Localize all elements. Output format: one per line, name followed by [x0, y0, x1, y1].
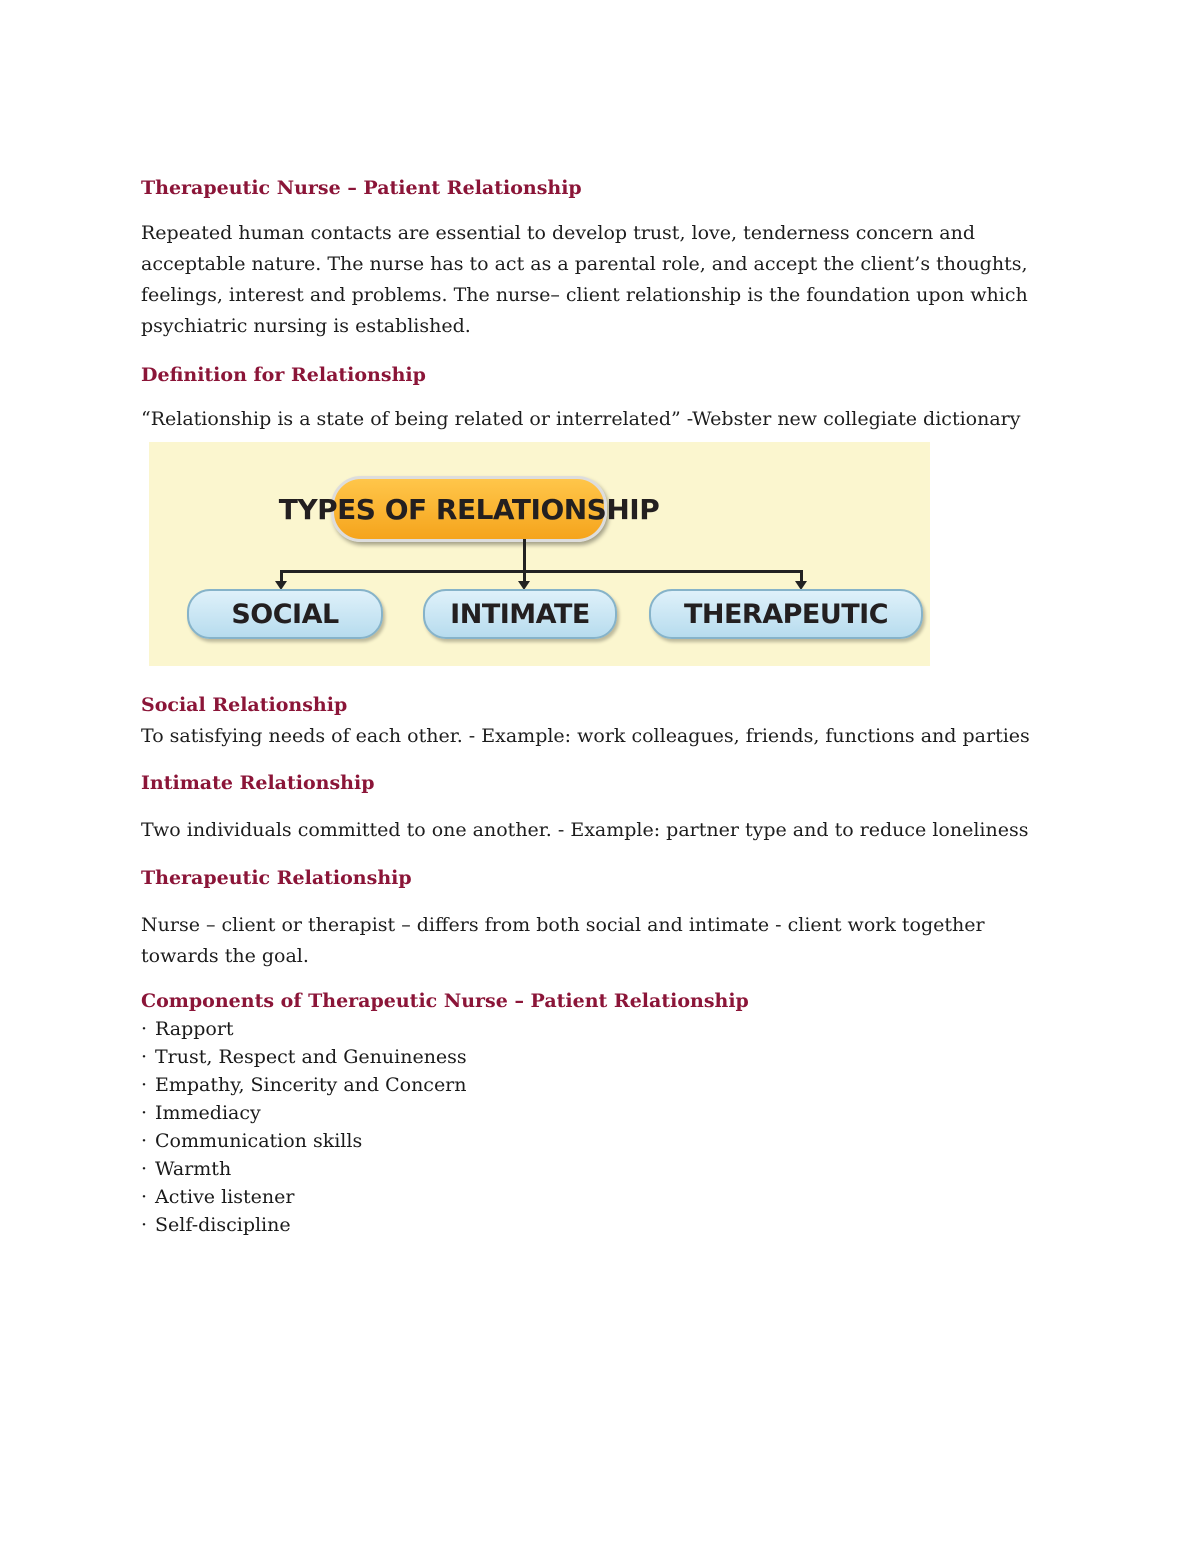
list-item: · Self-discipline	[141, 1211, 1061, 1239]
list-item: · Empathy, Sincerity and Concern	[141, 1071, 1061, 1099]
therapeutic-heading: Therapeutic Relationship	[141, 867, 412, 889]
bullet-icon: ·	[141, 1158, 148, 1180]
list-item: · Warmth	[141, 1155, 1061, 1183]
therapeutic-text: Nurse – client or therapist – differs from both social and intimate - client work together towards the goal.	[141, 914, 985, 967]
diagram-title-pill: TYPES OF RELATIONSHIP	[331, 476, 607, 542]
types-of-relationship-diagram	[149, 442, 930, 666]
bullet-icon: ·	[141, 1102, 148, 1124]
diagram-type-social: SOCIAL	[187, 589, 383, 639]
definition-heading: Definition for Relationship	[141, 364, 426, 386]
social-heading: Social Relationship	[141, 694, 348, 716]
intimate-heading: Intimate Relationship	[141, 772, 375, 794]
diagram-type-therapeutic: THERAPEUTIC	[649, 589, 923, 639]
components-heading: Components of Therapeutic Nurse – Patient Relationship	[141, 990, 749, 1012]
bullet-icon: ·	[141, 1074, 148, 1096]
diagram-connector-bar	[280, 570, 803, 573]
intro-paragraph: Repeated human contacts are essential to develop trust, love, tenderness concern and acceptable nature. The nurse has to act as a parental role, and accept the client’s thoughts, feelings, interest and problems. The nurse– client relationship is the foundation upon which psychiatric nursing is established.	[141, 222, 1028, 337]
list-item: · Communication skills	[141, 1127, 1061, 1155]
list-item: · Active listener	[141, 1183, 1061, 1211]
bullet-icon: ·	[141, 1046, 148, 1068]
bullet-icon: ·	[141, 1018, 148, 1040]
list-item: · Trust, Respect and Genuineness	[141, 1043, 1061, 1071]
diagram-type-intimate: INTIMATE	[423, 589, 617, 639]
definition-text: “Relationship is a state of being related or interrelated” -Webster new collegiate dictionary	[141, 408, 1021, 430]
components-list	[141, 1015, 1061, 1239]
list-item: · Immediacy	[141, 1099, 1061, 1127]
intimate-text: Two individuals committed to one another. - Example: partner type and to reduce loneliness	[141, 819, 1029, 841]
social-text: To satisfying needs of each other. - Example: work colleagues, friends, functions and parties	[141, 725, 1030, 747]
list-item: · Rapport	[141, 1015, 1061, 1043]
bullet-icon: ·	[141, 1130, 148, 1152]
diagram-connector-stem	[523, 539, 526, 572]
bullet-icon: ·	[141, 1214, 148, 1236]
bullet-icon: ·	[141, 1186, 148, 1208]
page-title: Therapeutic Nurse – Patient Relationship	[141, 177, 582, 199]
